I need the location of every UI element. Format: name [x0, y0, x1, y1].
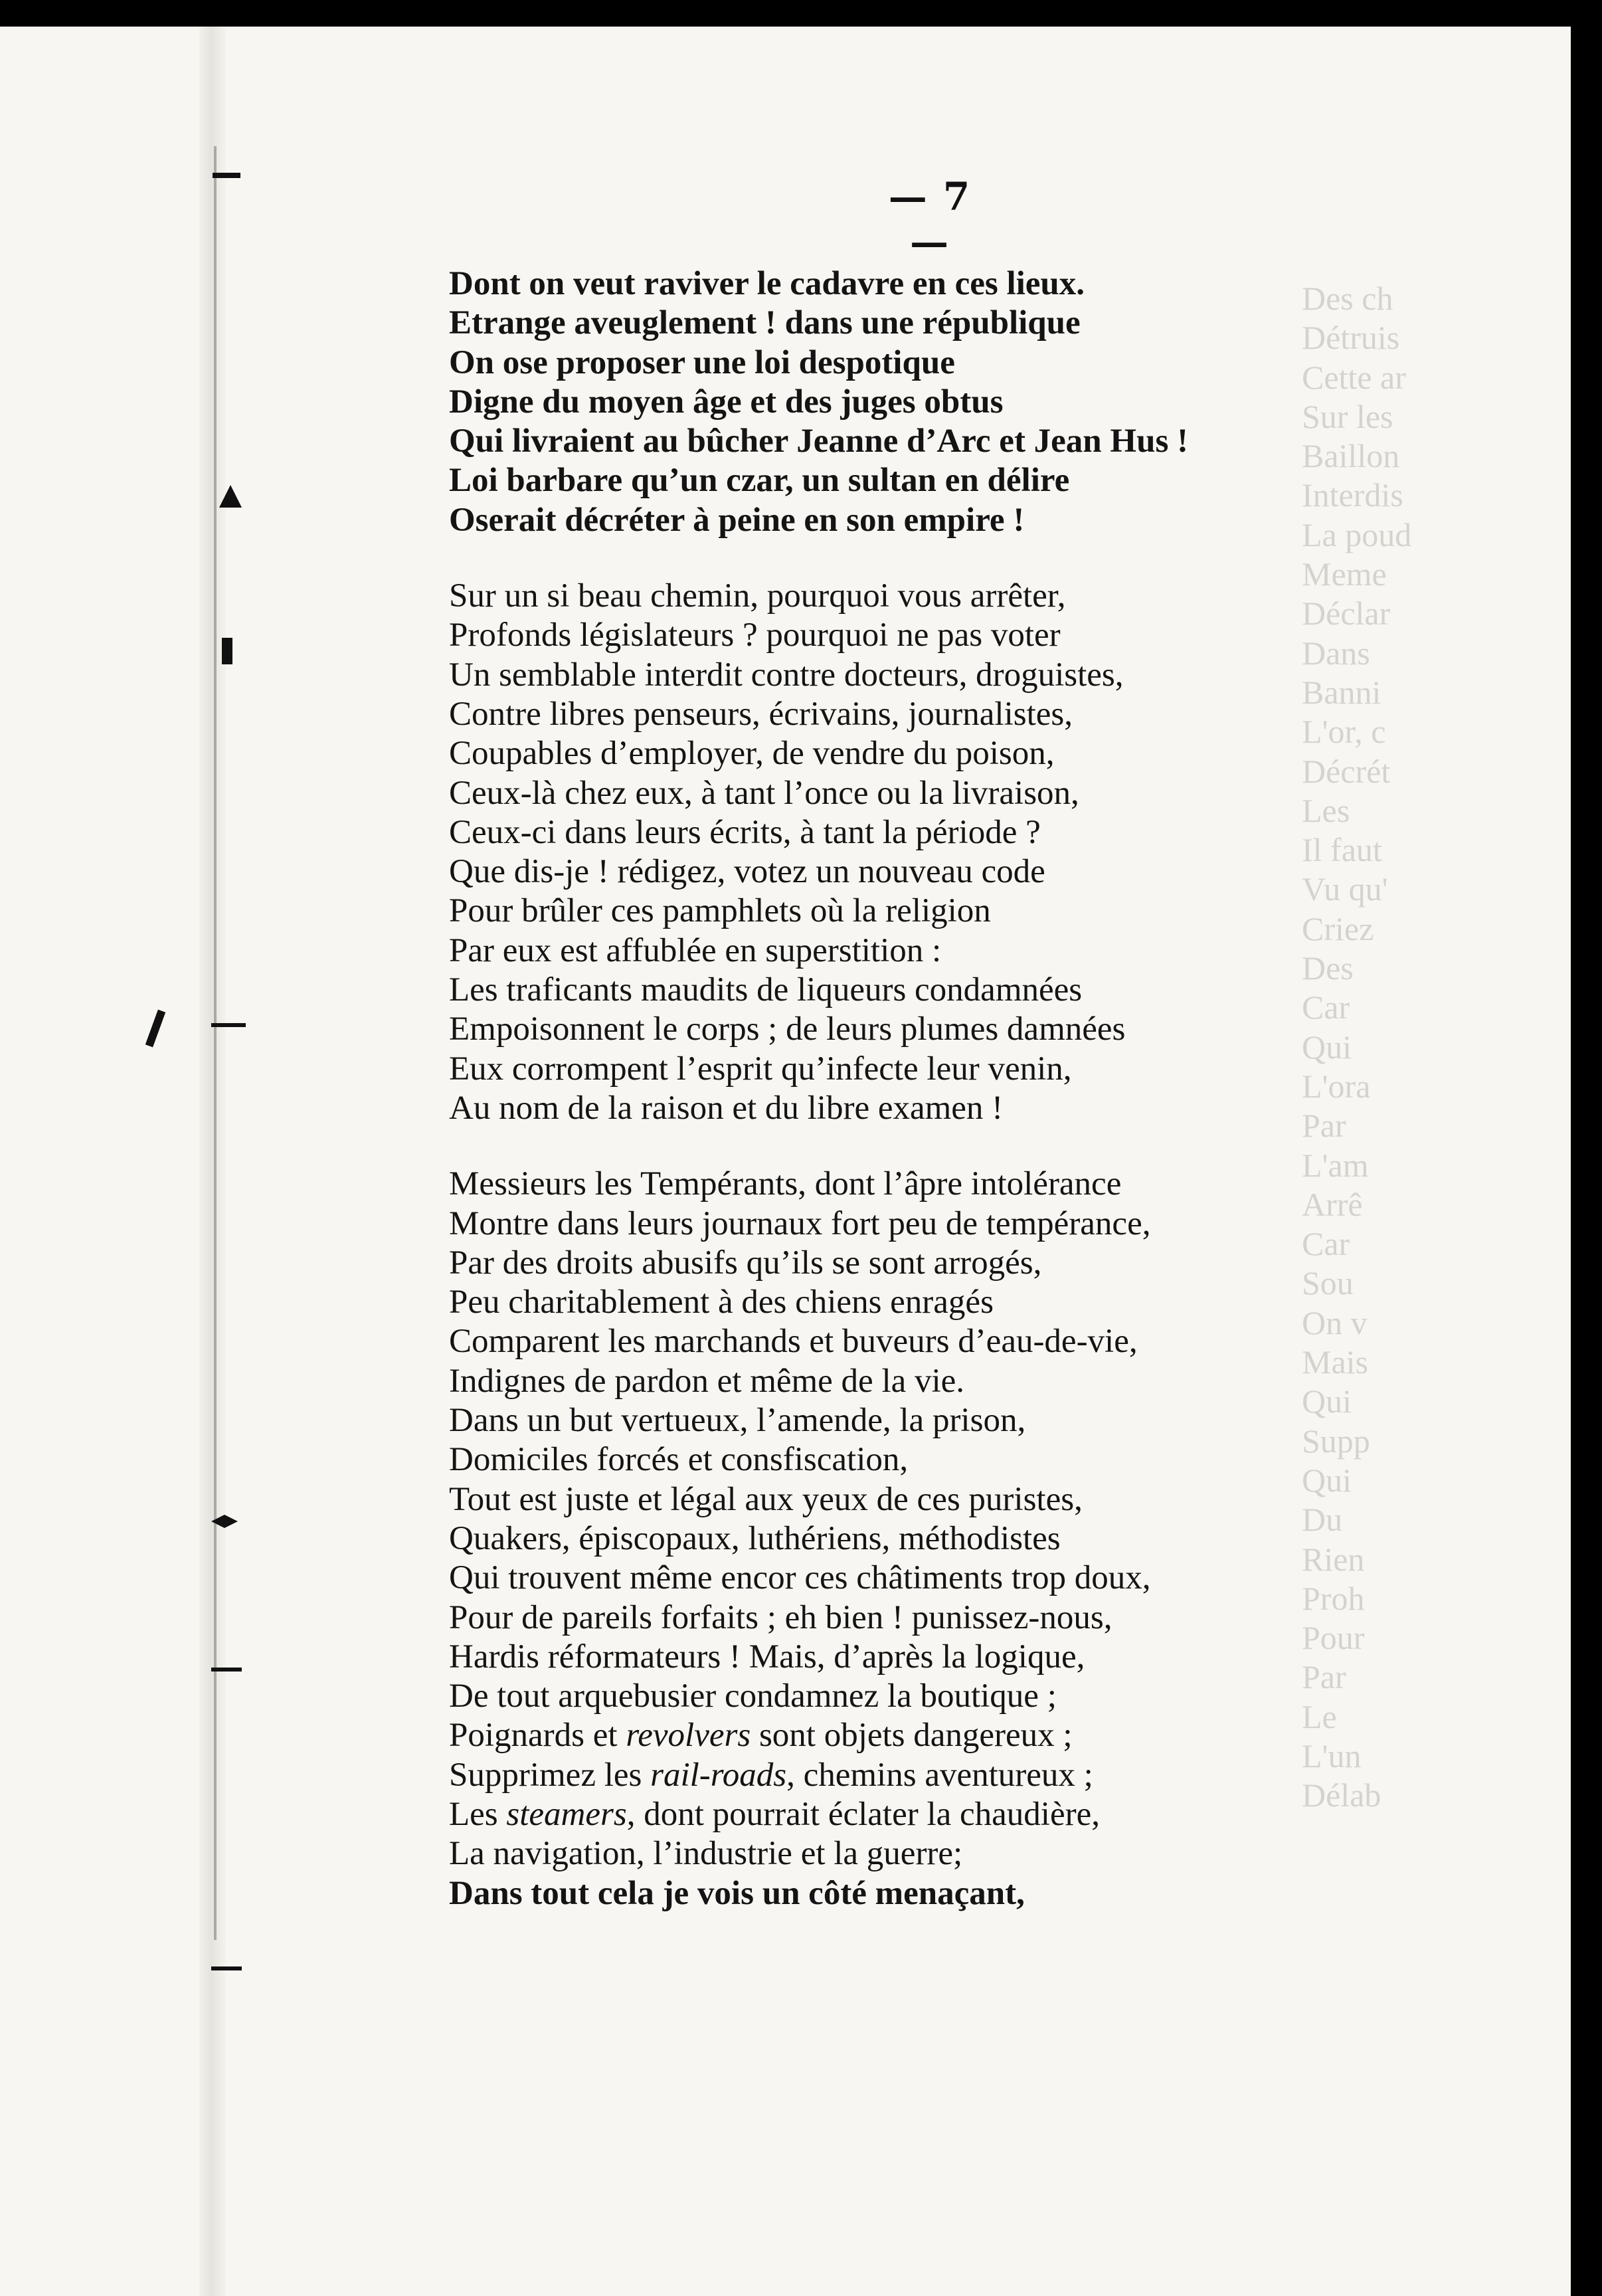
verse-line: Qui trouvent même encor ces châtiments trop doux,: [449, 1559, 1151, 1597]
line-text: Poignards et: [449, 1717, 626, 1755]
poem-text: [449, 264, 1392, 1913]
italic-word: revolvers: [626, 1717, 751, 1755]
verse-line: Dont on veut raviver le cadavre en ces lieux.: [449, 265, 1085, 302]
verse-line: Digne du moyen âge et des juges obtus: [449, 383, 1004, 421]
verse-line: Dans un but vertueux, l’amende, la prison,: [449, 1402, 1026, 1440]
line-text: , chemins aventureux ;: [786, 1756, 1093, 1794]
verse-line: Par des droits abusifs qu’ils se sont arrogés,: [449, 1244, 1042, 1282]
binding-mark: [211, 1966, 242, 1970]
verse-line: Profonds législateurs ? pourquoi ne pas voter: [449, 617, 1061, 654]
verse-line: Hardis réformateurs ! Mais, d’après la logique,: [449, 1638, 1085, 1675]
page-gutter: [199, 27, 226, 2296]
verse-line: On ose proposer une loi despotique: [449, 343, 955, 381]
show-through-text: Des ch Détruis Cette ar Sur les Baillon Interdis La poud Meme Déclar Dans Banni L'or, c Décrét Les Il faut Vu qu' Criez Des Car Qui L'ora Par L'am Arrê Car Sou On v Mais Qui Supp Qui Du Rien Proh Pour Par Le L'un Délab: [1302, 280, 1412, 1814]
binding-mark: [211, 1023, 246, 1027]
verse-line: Par eux est affublée en superstition :: [449, 931, 942, 969]
line-text: Supprimez les: [449, 1756, 651, 1794]
verse-line: Pour de pareils forfaits ; eh bien ! punissez-nous,: [449, 1598, 1112, 1636]
verse-line: Dans tout cela je vois un côté menaçant,: [449, 1874, 1025, 1912]
line-text: , dont pourrait éclater la chaudière,: [626, 1795, 1100, 1833]
verse-line: Comparent les marchands et buveurs d’eau-de-vie,: [449, 1323, 1138, 1361]
verse-line: Messieurs les Tempérants, dont l’âpre intolérance: [449, 1165, 1122, 1203]
verse-line: [449, 1795, 1392, 1834]
binding-mark: [145, 1010, 165, 1048]
verse-line: Oserait décréter à peine en son empire !: [449, 501, 1025, 539]
verse-line: Eux corrompent l’esprit qu’infecte leur venin,: [449, 1050, 1072, 1088]
binding-mark: [222, 638, 232, 664]
verse-line: La navigation, l’industrie et la guerre;: [449, 1835, 963, 1873]
stanza-2: [449, 577, 1392, 1128]
verse-line: Quakers, épiscopaux, luthériens, méthodistes: [449, 1519, 1061, 1557]
binding-mark: [213, 173, 240, 178]
verse-line: Domiciles forcés et consfiscation,: [449, 1441, 909, 1479]
page-number: — 7 —: [888, 174, 972, 264]
verse-line: Un semblable interdit contre docteurs, droguistes,: [449, 656, 1124, 694]
verse-line: Indignes de pardon et même de la vie.: [449, 1362, 965, 1400]
verse-line: Contre libres penseurs, écrivains, journalistes,: [449, 695, 1073, 733]
verse-line: Sur un si beau chemin, pourquoi vous arrêter,: [449, 577, 1066, 615]
verse-line: Empoisonnent le corps ; de leurs plumes damnées: [449, 1010, 1126, 1048]
binding-mark: [211, 1668, 242, 1672]
italic-word: steamers: [506, 1795, 627, 1833]
verse-line: Les traficants maudits de liqueurs condamnées: [449, 971, 1083, 1009]
verse-line: Peu charitablement à des chiens enragés: [449, 1284, 994, 1321]
verse-line: Pour brûler ces pamphlets où la religion: [449, 892, 991, 930]
verse-line: Etrange aveuglement ! dans une république: [449, 304, 1081, 342]
verse-line: Coupables d’employer, de vendre du poison,: [449, 735, 1055, 773]
line-text: sont objets dangereux ;: [751, 1717, 1073, 1755]
line-text: Les: [449, 1795, 507, 1833]
verse-line: [449, 1716, 1392, 1755]
verse-line: Loi barbare qu’un czar, un sultan en délire: [449, 462, 1070, 500]
stanza-3: [449, 1165, 1392, 1913]
verse-line: Ceux-ci dans leurs écrits, à tant la période ?: [449, 813, 1041, 851]
verse-line: Qui livraient au bûcher Jeanne d’Arc et Jean Hus !: [449, 423, 1189, 460]
verse-line: Que dis-je ! rédigez, votez un nouveau code: [449, 853, 1045, 891]
verse-line: Au nom de la raison et du libre examen !: [449, 1089, 1004, 1127]
verse-line: Montre dans leurs journaux fort peu de tempérance,: [449, 1204, 1151, 1242]
stanza-1: [449, 264, 1392, 540]
verse-line: Tout est juste et légal aux yeux de ces puristes,: [449, 1480, 1083, 1518]
italic-word: rail-roads: [650, 1756, 787, 1794]
verse-line: Ceux-là chez eux, à tant l’once ou la livraison,: [449, 774, 1079, 812]
verse-line: [449, 1756, 1392, 1795]
verse-line: De tout arquebusier condamnez la boutique ;: [449, 1677, 1057, 1715]
